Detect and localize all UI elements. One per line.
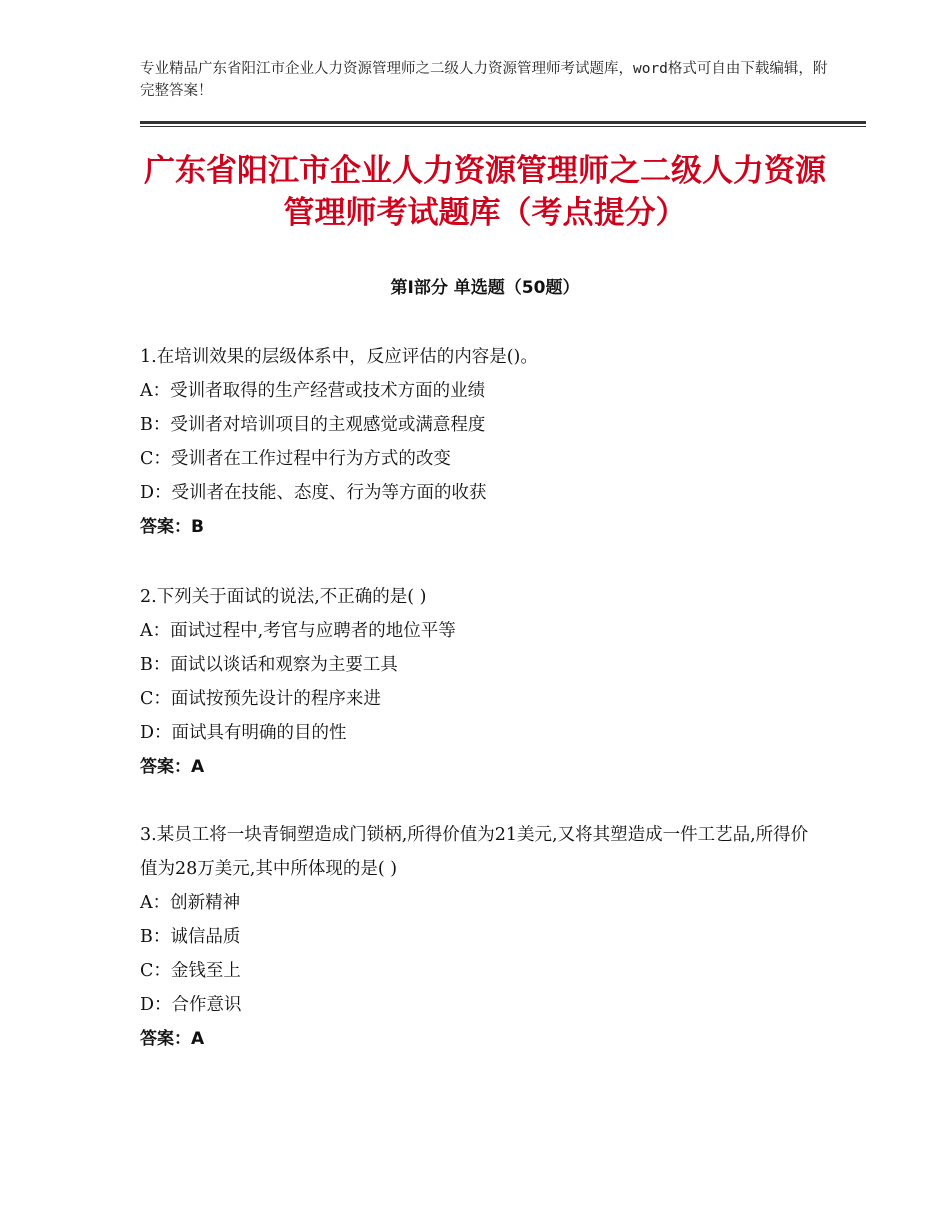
option-c: C：受训者在工作过程中行为方式的改变	[140, 449, 451, 469]
option-a: A：受训者取得的生产经营或技术方面的业绩	[140, 381, 486, 401]
option-a: A：创新精神	[140, 893, 241, 913]
question-1	[140, 340, 820, 544]
header-divider-thin	[140, 126, 866, 127]
option-b: B：面试以谈话和观察为主要工具	[140, 655, 398, 675]
option-c: C：金钱至上	[140, 961, 241, 981]
option-c: C：面试按预先设计的程序来进	[140, 689, 381, 709]
question-stem: 1.在培训效果的层级体系中，反应评估的内容是()。	[140, 347, 538, 367]
answer: 答案：A	[140, 1029, 205, 1049]
option-a: A：面试过程中,考官与应聘者的地位平等	[140, 621, 456, 641]
option-d: D：受训者在技能、态度、行为等方面的收获	[140, 483, 487, 503]
question-stem: 2.下列关于面试的说法,不正确的是( )	[140, 587, 427, 607]
option-b: B：诚信品质	[140, 927, 241, 947]
option-d: D：合作意识	[140, 995, 242, 1015]
document-title: 广东省阳江市企业人力资源管理师之二级人力资源管理师考试题库（考点提分）	[144, 153, 826, 231]
option-b: B：受训者对培训项目的主观感觉或满意程度	[140, 415, 486, 435]
option-d: D：面试具有明确的目的性	[140, 723, 347, 743]
answer: 答案：A	[140, 757, 205, 777]
question-3	[140, 818, 820, 1056]
section-title: 第Ⅰ部分 单选题（50题）	[390, 278, 580, 298]
header-divider-thick	[140, 121, 866, 124]
header-note: 专业精品广东省阳江市企业人力资源管理师之二级人力资源管理师考试题库，word格式可自由下载编辑，附完整答案！	[140, 61, 828, 99]
question-2	[140, 580, 820, 784]
question-stem: 3.某员工将一块青铜塑造成门锁柄,所得价值为21美元,又将其塑造成一件工艺品,所得价值为28万美元,其中所体现的是( )	[140, 825, 809, 879]
answer: 答案：B	[140, 517, 204, 537]
